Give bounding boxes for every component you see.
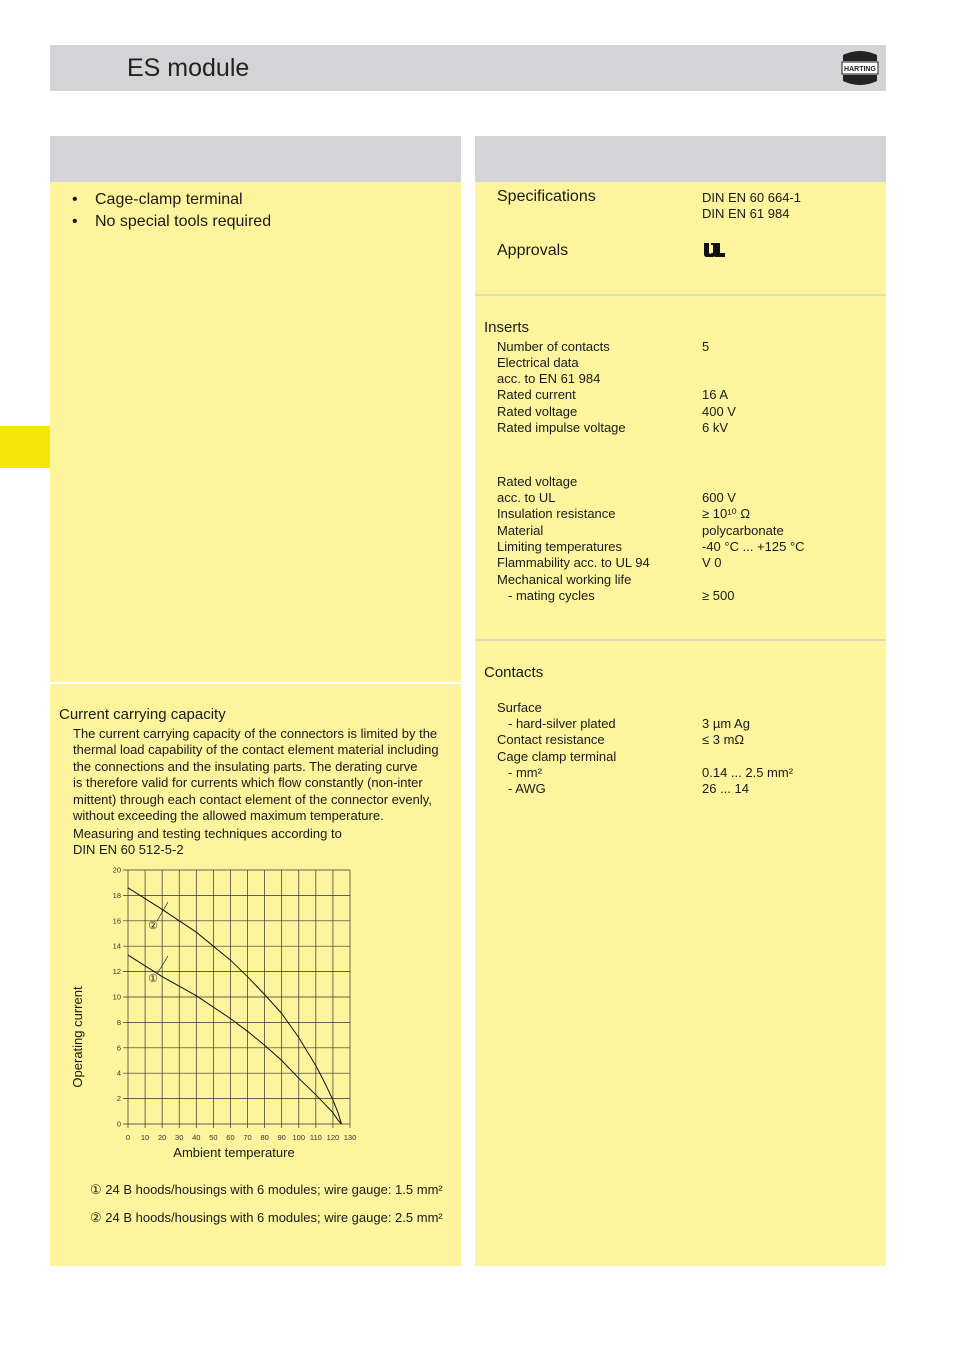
row-label: acc. to UL	[497, 490, 556, 505]
derating-chart	[50, 864, 461, 1164]
paragraph-line: thermal load capability of the contact element material including	[73, 742, 439, 758]
y-tick-label: 14	[112, 941, 121, 951]
spec-value: DIN EN 61 984	[702, 206, 790, 222]
ul-recognized-icon	[702, 242, 728, 258]
legend-item-1: ① 24 B hoods/housings with 6 modules; wire gauge: 1.5 mm²	[90, 1182, 443, 1197]
legend-item-2: ② 24 B hoods/housings with 6 modules; wire gauge: 2.5 mm²	[90, 1210, 443, 1225]
section-marker-tab	[0, 426, 50, 468]
left-panel-header	[50, 136, 461, 182]
y-tick-label: 18	[112, 890, 121, 900]
row-label: Rated voltage	[497, 404, 578, 419]
row-value: ≥ 10¹⁰ Ω	[702, 506, 751, 521]
contacts-title: Contacts	[484, 664, 544, 681]
method-line: DIN EN 60 512-5-2	[73, 842, 184, 858]
row-label: Limiting temperatures	[497, 539, 622, 554]
row-value: ≤ 3 mΩ	[702, 732, 745, 747]
chart-grid	[123, 870, 350, 1128]
spec-value: DIN EN 60 664-1	[702, 190, 801, 205]
y-axis-label: Operating current	[70, 986, 85, 1088]
inserts-title: Inserts	[484, 319, 530, 336]
row-value: polycarbonate	[702, 523, 784, 538]
row-label: Number of contacts	[497, 339, 610, 354]
row-value: 26 ... 14	[702, 781, 749, 796]
x-tick-label: 110	[309, 1133, 322, 1142]
row-label: - mating cycles	[508, 588, 595, 603]
capacity-panel	[50, 684, 461, 1266]
annotation-label: ①	[148, 973, 158, 985]
x-tick-label: 60	[226, 1133, 235, 1142]
feature-list	[50, 191, 461, 235]
x-tick-label: 20	[157, 1133, 167, 1142]
row-label: Surface	[497, 700, 542, 715]
capacity-title: Current carrying capacity	[59, 706, 226, 723]
y-tick-label: 12	[112, 967, 121, 977]
x-tick-label: 130	[343, 1133, 357, 1142]
inserts-panel	[475, 296, 886, 639]
approvals-label: Approvals	[497, 242, 569, 259]
x-tick-label: 90	[277, 1133, 286, 1142]
x-tick-label: 80	[260, 1133, 269, 1142]
x-tick-label: 50	[209, 1133, 218, 1142]
chart-lines	[128, 888, 342, 1124]
page-title: ES module	[127, 54, 250, 82]
y-tick-label: 8	[116, 1017, 121, 1027]
row-value: 16 A	[702, 387, 729, 402]
row-label: - hard-silver plated	[508, 716, 616, 731]
specifications-label: Specifications	[497, 188, 596, 205]
feature-item: • No special tools required	[50, 213, 461, 235]
y-tick-label: 6	[116, 1043, 121, 1053]
paragraph-line: without exceeding the allowed maximum temperature.	[73, 808, 384, 824]
row-value: 600 V	[702, 490, 736, 505]
row-label: - AWG	[508, 781, 546, 796]
x-tick-label: 70	[243, 1133, 252, 1142]
row-label: - mm²	[508, 765, 542, 780]
y-tick-labels	[113, 866, 121, 1129]
specs-panel	[475, 182, 886, 294]
y-tick-label: 10	[112, 992, 121, 1002]
x-tick-label: 40	[192, 1133, 201, 1142]
y-tick-label: 4	[116, 1068, 121, 1078]
row-label: Contact resistance	[497, 732, 605, 747]
y-tick-label: 20	[112, 865, 121, 875]
paragraph-line: The current carrying capacity of the connectors is limited by the	[73, 726, 438, 741]
x-tick-label: 10	[140, 1133, 150, 1142]
x-tick-label: 30	[175, 1133, 184, 1142]
paragraph-line: is therefore valid for currents which flow constantly (non-inter	[73, 775, 423, 791]
paragraph-line: mittent) through each contact element of the connector evenly,	[73, 791, 432, 807]
row-label: Flammability acc. to UL 94	[497, 555, 650, 570]
x-axis-label: Ambient temperature	[173, 1145, 295, 1160]
row-value: -40 °C ... +125 °C	[702, 539, 805, 554]
feature-item: • Cage-clamp terminal	[50, 191, 461, 213]
row-value: 5	[702, 339, 710, 354]
x-tick-label: 120	[326, 1133, 340, 1142]
row-label: Material	[497, 523, 544, 538]
row-label: Rated current	[497, 387, 576, 402]
row-label: Rated voltage	[497, 474, 578, 489]
x-tick-labels	[126, 1133, 356, 1142]
x-tick-label: 0	[125, 1133, 131, 1142]
row-label: Electrical data	[497, 355, 579, 370]
y-tick-label: 16	[112, 916, 121, 926]
harting-logo	[840, 49, 880, 87]
chart-annotations	[148, 902, 168, 985]
row-value: 3 µm Ag	[702, 716, 750, 731]
specifications-values	[702, 190, 801, 223]
row-label: Insulation resistance	[497, 506, 616, 521]
method-line: Measuring and testing techniques according to	[73, 826, 342, 842]
row-label: Cage clamp terminal	[497, 749, 617, 764]
row-value: 400 V	[702, 404, 736, 419]
paragraph-line: the connections and the insulating parts. The derating curve	[73, 758, 418, 774]
row-label: Rated impulse voltage	[497, 420, 626, 435]
y-tick-label: 2	[116, 1094, 121, 1104]
annotation-label: ②	[148, 920, 158, 932]
row-value: 6 kV	[702, 420, 729, 435]
row-label: Mechanical working life	[497, 572, 632, 587]
logo-text: HARTING	[844, 66, 876, 73]
features-panel	[50, 182, 461, 682]
row-value: V 0	[702, 555, 722, 570]
row-label: acc. to EN 61 984	[497, 371, 601, 386]
x-tick-label: 100	[292, 1133, 306, 1142]
row-value: ≥ 500	[702, 588, 735, 603]
page-header	[50, 45, 886, 91]
contacts-panel	[475, 641, 886, 1266]
y-tick-label: 0	[116, 1119, 121, 1129]
capacity-paragraph	[73, 726, 439, 859]
row-value: 0.14 ... 2.5 mm²	[702, 765, 794, 780]
right-panel-header	[475, 136, 886, 182]
